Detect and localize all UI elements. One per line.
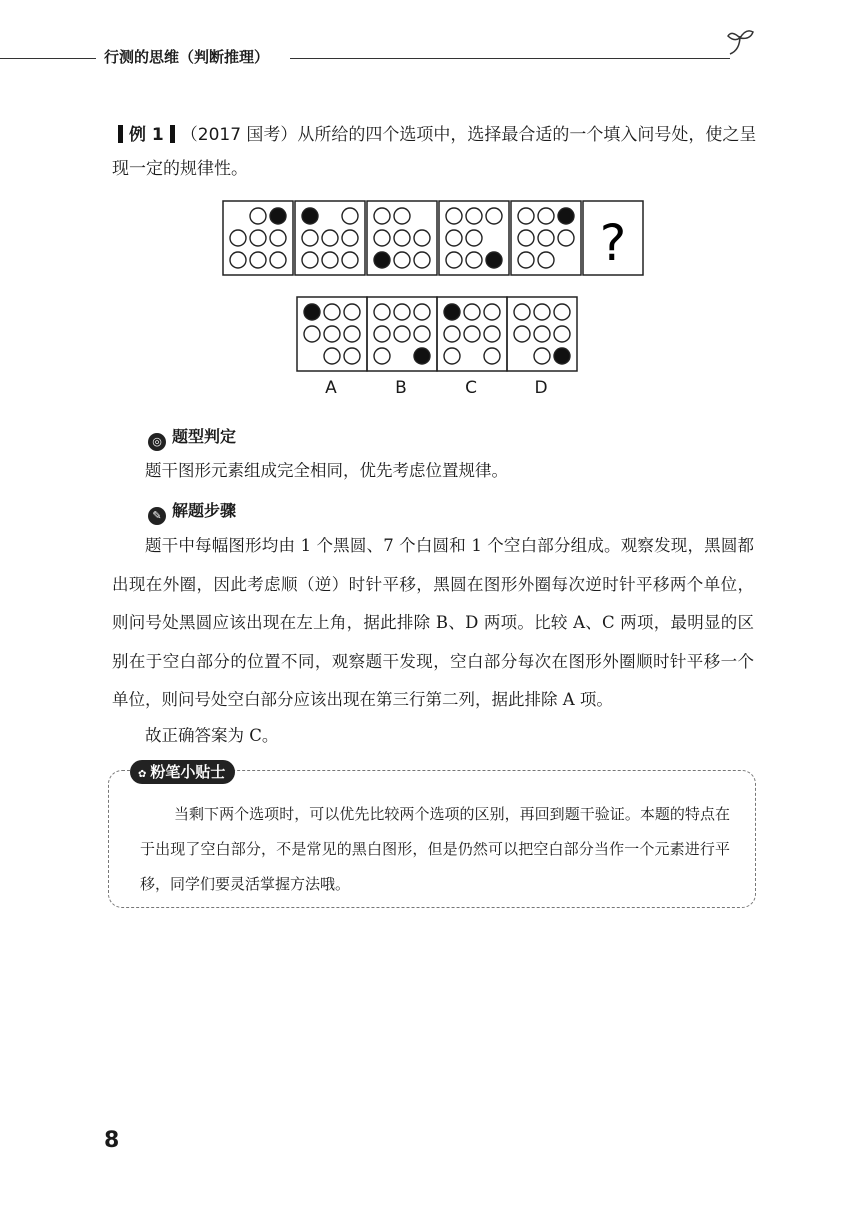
white-circle [394, 304, 410, 320]
white-circle [374, 326, 390, 342]
question-figure [222, 200, 646, 276]
white-circle [484, 304, 500, 320]
white-circle [446, 230, 462, 246]
white-circle [484, 348, 500, 364]
black-circle [486, 252, 502, 268]
question-panel [367, 201, 437, 275]
black-circle [374, 252, 390, 268]
white-circle [394, 252, 410, 268]
white-circle [344, 304, 360, 320]
white-circle [342, 208, 358, 224]
white-circle [534, 326, 550, 342]
white-circle [344, 326, 360, 342]
example-source: （2017 国考） [180, 125, 298, 145]
white-circle [518, 230, 534, 246]
white-circle [486, 208, 502, 224]
white-circle [344, 348, 360, 364]
white-circle [302, 252, 318, 268]
white-circle [518, 208, 534, 224]
white-circle [446, 252, 462, 268]
option-label-a: A [325, 378, 337, 398]
example-question [112, 118, 772, 186]
white-circle [444, 348, 460, 364]
solution-steps-text: 题干中每幅图形均由 1 个黑圆、7 个白圆和 1 个空白部分组成。观察发现，黑圆都出现在外圈，因此考虑顺（逆）时针平移，黑圆在图形外圈每次逆时针平移两个单位，则问号处黑圆应该出现在左上角，据此排除 B、D 两项。比较 A、C 两项，最明显的区别在于空白部分的位置不同，观察题干发现，空白部分每次在图形外圈顺时针平移一个单位，则问号处空白部分应该出现在第三行第二列，据此排除 A 项。 [112, 536, 754, 709]
white-circle [394, 230, 410, 246]
options-figure [296, 296, 578, 372]
white-circle [466, 208, 482, 224]
white-circle [534, 348, 550, 364]
option-label-c: C [465, 378, 477, 398]
white-circle [374, 208, 390, 224]
question-mark-panel [583, 201, 643, 275]
header-rule-right [290, 58, 730, 59]
answer-text: 故正确答案为 C。 [145, 726, 279, 745]
white-circle [414, 230, 430, 246]
white-circle [230, 252, 246, 268]
option-panel-c [437, 297, 507, 371]
page-number: 8 [104, 1128, 120, 1153]
example-question-text: 从所给的四个选项中，选择最合适的一个填入问号处，使之呈现一定的规律性。 [112, 125, 757, 179]
white-circle [322, 252, 338, 268]
white-circle [444, 326, 460, 342]
black-circle [270, 208, 286, 224]
pencil-icon: ✎ [148, 507, 166, 525]
white-circle [324, 304, 340, 320]
tip-text: 当剩下两个选项时，可以优先比较两个选项的区别，再回到题干验证。本题的特点在于出现了空白部分，不是常见的黑白图形，但是仍然可以把空白部分当作一个元素进行平移，同学们要灵活掌握方法哦。 [140, 805, 730, 893]
white-circle [514, 326, 530, 342]
white-circle [342, 252, 358, 268]
question-panel [295, 201, 365, 275]
option-labels [296, 378, 576, 402]
header-rule-left [0, 58, 96, 59]
question-mark: ? [599, 214, 627, 272]
white-circle [250, 230, 266, 246]
white-circle [538, 252, 554, 268]
book-title: 行测的思维（判断推理） [104, 48, 270, 66]
white-circle [324, 348, 340, 364]
white-circle [414, 304, 430, 320]
chalk-icon: ✿ [138, 769, 147, 780]
black-circle [302, 208, 318, 224]
white-circle [304, 326, 320, 342]
black-circle [444, 304, 460, 320]
example-tag: 例 1 [112, 125, 181, 145]
white-circle [484, 326, 500, 342]
question-panel [511, 201, 581, 275]
page-header [0, 40, 868, 80]
option-label-d: D [534, 378, 548, 398]
white-circle [374, 230, 390, 246]
black-circle [414, 348, 430, 364]
white-circle [270, 230, 286, 246]
white-circle [302, 230, 318, 246]
question-panel [223, 201, 293, 275]
white-circle [394, 326, 410, 342]
option-panel-b [367, 297, 437, 371]
white-circle [394, 208, 410, 224]
white-circle [538, 230, 554, 246]
white-circle [554, 304, 570, 320]
white-circle [414, 252, 430, 268]
white-circle [466, 252, 482, 268]
type-judgement-heading: ◎ 题型判定 [148, 424, 236, 451]
white-circle [554, 326, 570, 342]
tip-label: ✿ 粉笔小贴士 [130, 760, 235, 784]
option-panel-a [297, 297, 367, 371]
white-circle [514, 304, 530, 320]
white-circle [518, 252, 534, 268]
white-circle [270, 252, 286, 268]
black-circle [304, 304, 320, 320]
white-circle [250, 252, 266, 268]
white-circle [464, 326, 480, 342]
question-panel [439, 201, 509, 275]
black-circle [558, 208, 574, 224]
sprout-icon [726, 26, 756, 56]
white-circle [374, 348, 390, 364]
white-circle [464, 304, 480, 320]
white-circle [446, 208, 462, 224]
option-label-b: B [395, 378, 407, 398]
white-circle [230, 230, 246, 246]
white-circle [466, 230, 482, 246]
type-judgement-text: 题干图形元素组成完全相同，优先考虑位置规律。 [145, 461, 508, 480]
white-circle [414, 326, 430, 342]
white-circle [322, 230, 338, 246]
white-circle [374, 304, 390, 320]
white-circle [342, 230, 358, 246]
option-panel-d [507, 297, 577, 371]
white-circle [534, 304, 550, 320]
black-circle [554, 348, 570, 364]
white-circle [250, 208, 266, 224]
target-icon: ◎ [148, 433, 166, 451]
white-circle [324, 326, 340, 342]
white-circle [538, 208, 554, 224]
solution-steps-heading: ✎ 解题步骤 [148, 498, 236, 525]
white-circle [558, 230, 574, 246]
